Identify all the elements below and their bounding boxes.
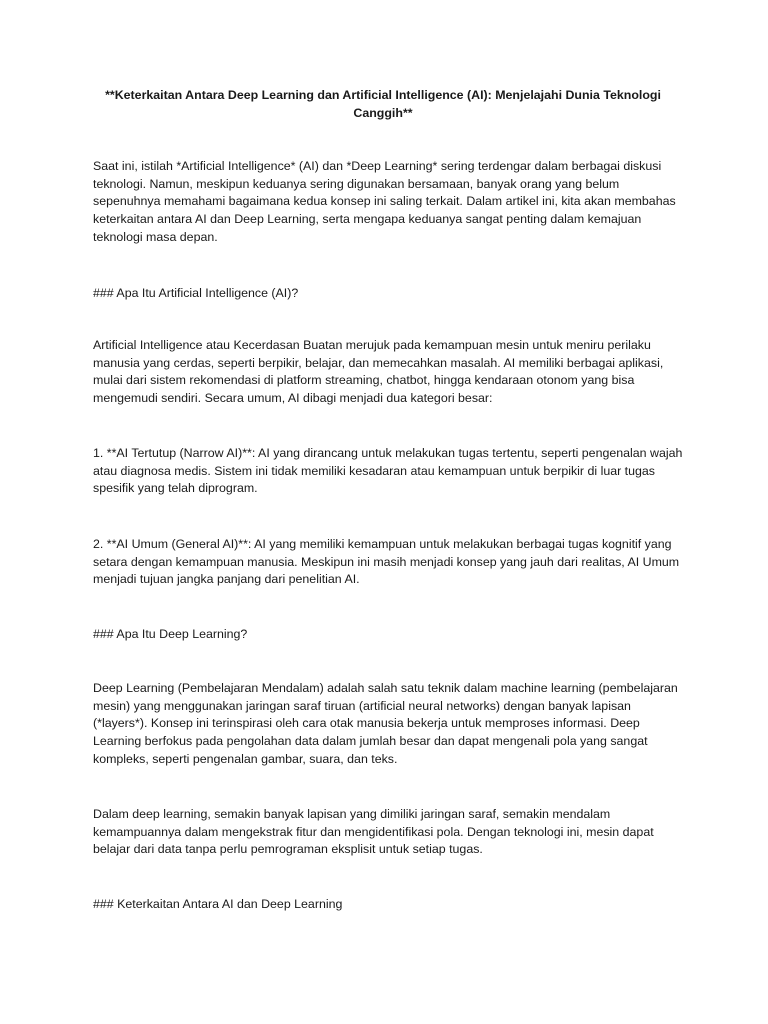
heading-ai-deep-learning-relation: ### Keterkaitan Antara AI dan Deep Learning [93,897,343,911]
heading-what-is-deep-learning: ### Apa Itu Deep Learning? [93,627,248,641]
deep-learning-definition-paragraph: Deep Learning (Pembelajaran Mendalam) adalah salah satu teknik dalam machine learning (pembelajaran mesin) yang menggunakan jaringan saraf tiruan (artificial neural networks) dengan banyak lapisan (*layers*). Konsep ini terinspirasi oleh cara otak manusia bekerja untuk memproses informasi. Deep Learning berfokus pada pengolahan data dalam jumlah besar dan dapat mengenali pola yang sangat kompleks, seperti pengenalan gambar, suara, dan teks. [93,681,678,766]
heading-what-is-ai: ### Apa Itu Artificial Intelligence (AI)? [93,286,299,300]
intro-paragraph: Saat ini, istilah *Artificial Intelligence* (AI) dan *Deep Learning* sering terdengar dalam berbagai diskusi teknologi. Namun, meskipun keduanya sering digunakan bersamaan, banyak orang yang belum sepenuhnya memahami bagaimana kedua konsep ini saling terkait. Dalam artikel ini, kita akan membahas keterkaitan antara AI dan Deep Learning, serta mengapa keduanya sangat penting dalam kemajuan teknologi masa depan. [93,159,676,244]
document-title: **Keterkaitan Antara Deep Learning dan Artificial Intelligence (AI): Menjelajahi Dunia Teknologi Canggih** [105,88,661,120]
list-item-narrow-ai: 1. **AI Tertutup (Narrow AI)**: AI yang dirancang untuk melakukan tugas tertentu, seperti pengenalan wajah atau diagnosa medis. Sistem ini tidak memiliki kesadaran atau kemampuan untuk berpikir di luar tugas spesifik yang telah diprogram. [93,446,683,496]
list-item-general-ai: 2. **AI Umum (General AI)**: AI yang memiliki kemampuan untuk melakukan berbagai tugas kognitif yang setara dengan kemampuan manusia. Meskipun ini masih menjadi konsep yang jauh dari realitas, AI Umum menjadi tujuan jangka panjang dari penelitian AI. [93,537,680,587]
ai-definition-paragraph: Artificial Intelligence atau Kecerdasan Buatan merujuk pada kemampuan mesin untuk meniru perilaku manusia yang cerdas, seperti berpikir, belajar, dan memecahkan masalah. AI memiliki berbagai aplikasi, mulai dari sistem rekomendasi di platform streaming, chatbot, hingga kendaraan otonom yang bisa mengemudi sendiri. Secara umum, AI dibagi menjadi dua kategori besar: [93,338,664,406]
deep-learning-layers-paragraph: Dalam deep learning, semakin banyak lapisan yang dimiliki jaringan saraf, semakin mendalam kemampuannya dalam mengekstrak fitur dan mengidentifikasi pola. Dengan teknologi ini, mesin dapat belajar dari data tanpa perlu pemrograman eksplisit untuk setiap tugas. [93,807,654,857]
